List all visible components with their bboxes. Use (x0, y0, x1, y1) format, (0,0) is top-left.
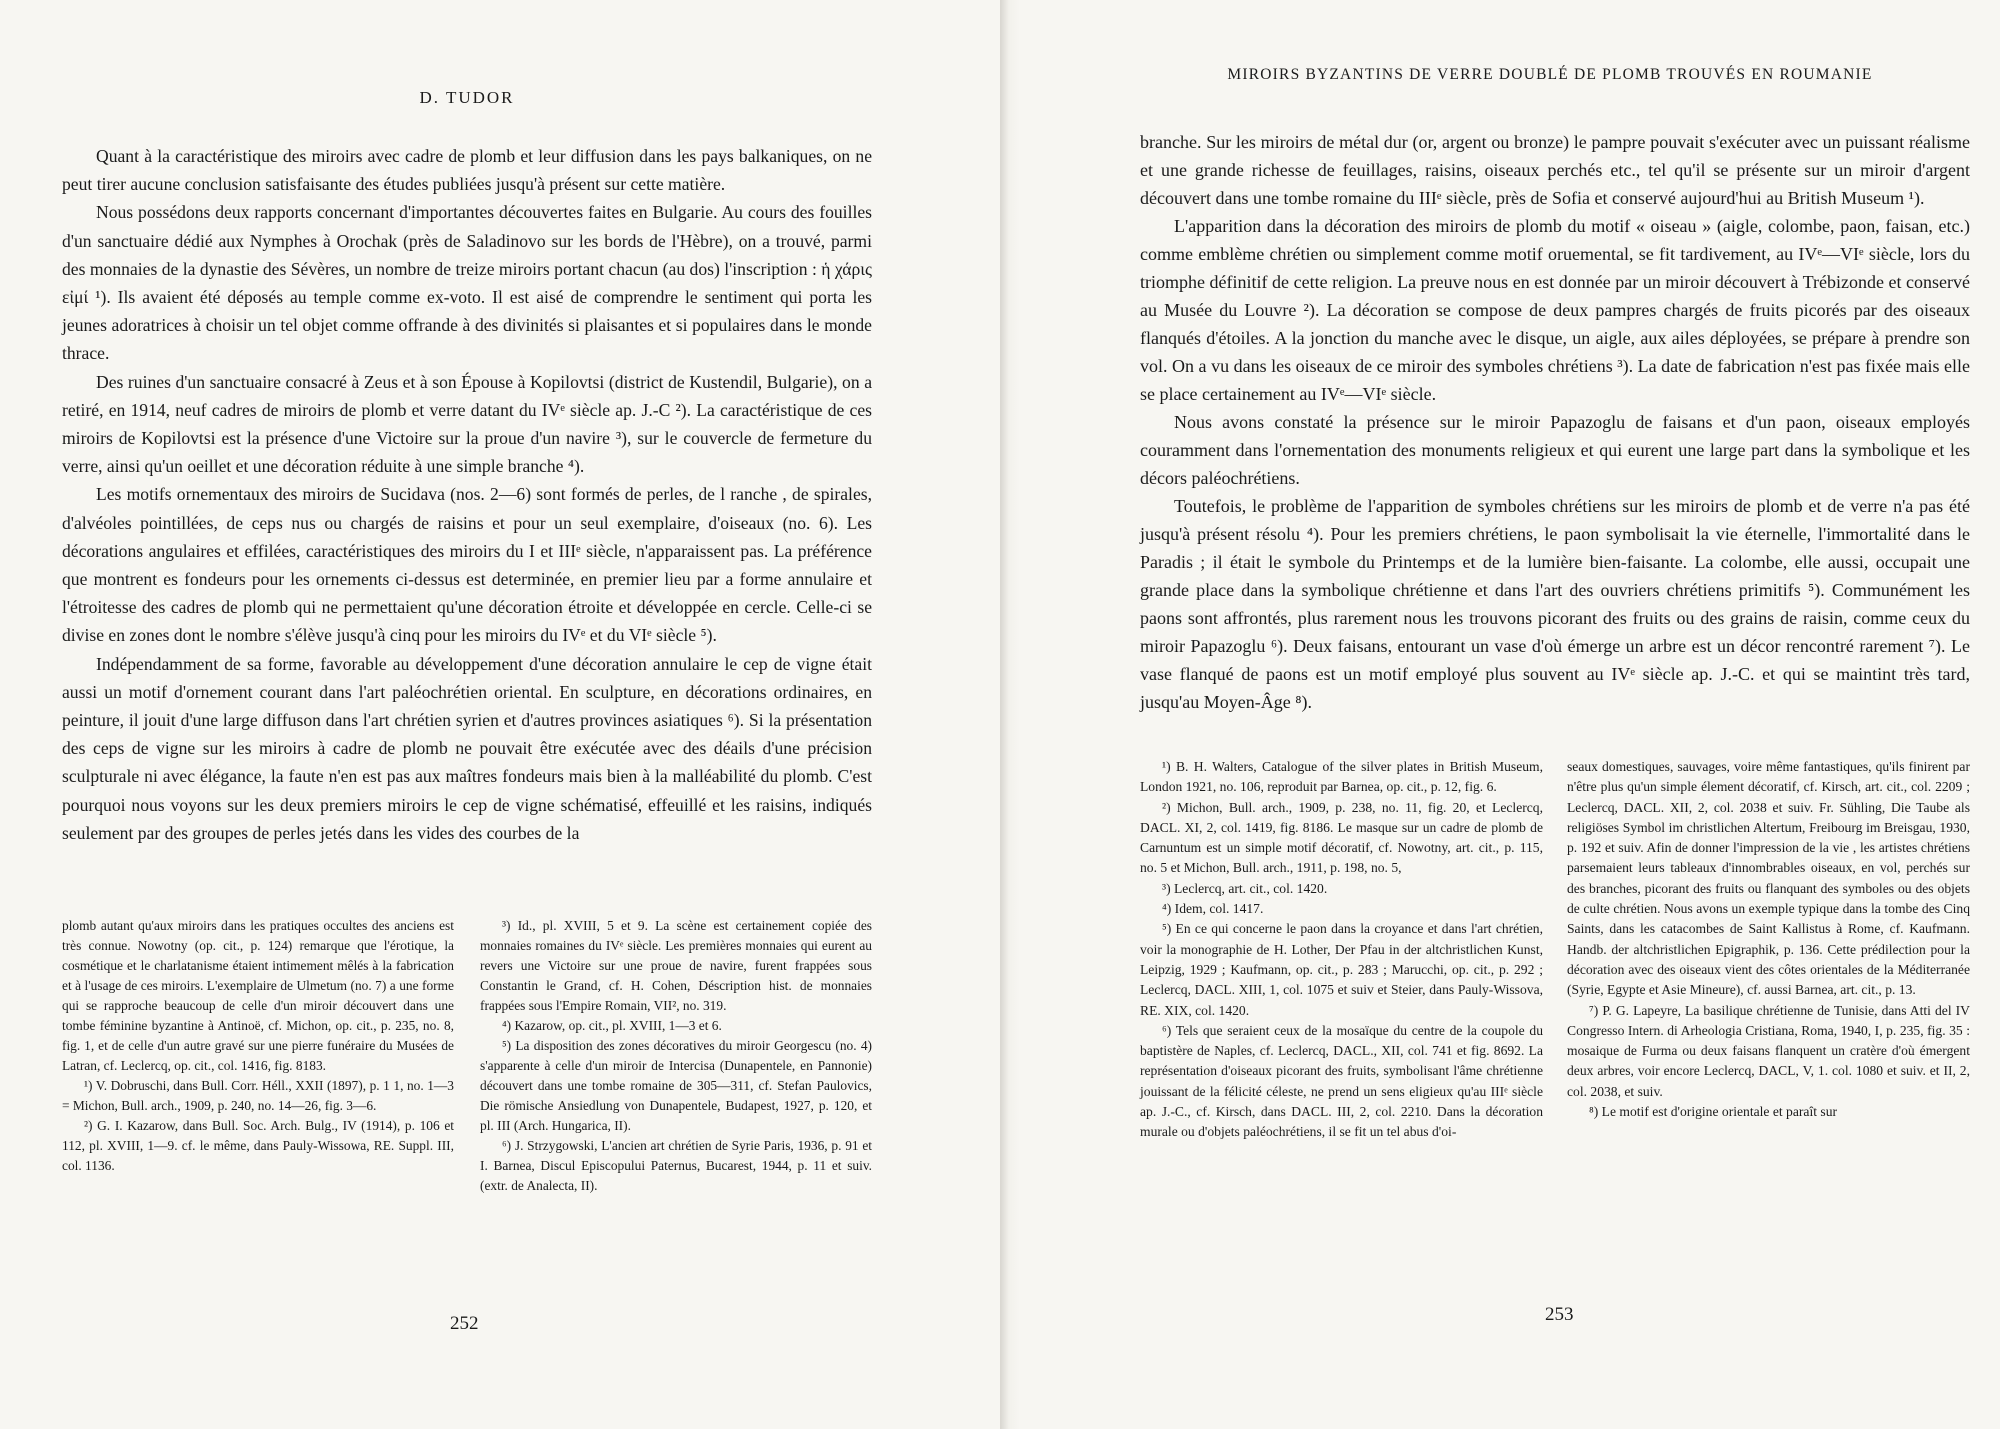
footnote: ¹) V. Dobruschi, dans Bull. Corr. Héll., XXII (1897), p. 1 1, no. 1—3 = Michon, Bull. arch., 1909, p. 240, no. 14—26, fig. 3—6. (62, 1078, 454, 1113)
footnotes (1140, 757, 1970, 1143)
main-text (1140, 128, 1970, 716)
paragraph: Les motifs ornementaux des miroirs de Sucidava (nos. 2—6) sont formés de perles, de l ranche , de spirales, d'alvéoles pointillées, de ceps nus ou chargés de raisins et pour un seul exemplaire, d'oiseaux (no. 6). Les décorations angulaires et effilées, caractéristiques des miroirs du I et IIIᵉ siècle, n'apparaissent pas. La préférence que montrent es fondeurs pour les ornements ci-dessus est determinée, en premier lieu par a forme annulaire et l'étroitesse des cadres de plomb qui ne permettaient qu'une décoration étroite et développée en cercle. Celle-ci se divise en zones dont le nombre s'élève jusqu'à cinq pour les miroirs du IVᵉ et du VIᵉ siècle ⁵). (62, 484, 872, 646)
footnote: ³) Leclercq, art. cit., col. 1420. (1162, 880, 1328, 896)
footnote: ²) Michon, Bull. arch., 1909, p. 238, no. 11, fig. 20, et Leclercq, DACL. XI, 2, col. 1419, fig. 8186. Le masque sur un cadre de plomb de Carnuntum est un simple motif décoratif, cf. Nowotny, art. cit., p. 115, no. 5 et Michon, Bull. arch., 1911, p. 198, no. 5, (1140, 799, 1543, 876)
running-head: MIROIRS BYZANTINS DE VERRE DOUBLÉ DE PLOMB TROUVÉS EN ROUMANIE (1227, 66, 1873, 83)
paragraph: Indépendamment de sa forme, favorable au développement d'une décoration annulaire le cep de vigne était aussi un motif d'ornement courant dans l'art paléochrétien oriental. En sculpture, en décorations ordinaires, en peinture, il jouit d'une large diffuson dans l'art chrétien syrien et d'autres provinces asiatiques ⁶). Si la présentation des ceps de vigne sur les miroirs à cadre de plomb ne pouvait être exécutée avec des déails d'une précision sculpturale ni avec élégance, la faute n'en est pas aux maîtres fondeurs mais bien à la malléabilité du plomb. C'est pourquoi nous voyons sur les deux premiers miroirs le cep de vigne schématisé, effeuillé et les raisins, indiqués seulement par des groupes de perles jetés dans les vides des courbes de la (62, 653, 872, 843)
paragraph: Des ruines d'un sanctuaire consacré à Zeus et à son Épouse à Kopilovtsi (district de Kustendil, Bulgarie), on a retiré, en 1914, neuf cadres de miroirs de plomb et verre datant du IVᵉ siècle ap. J.-C ²). La caractéristique de ces miroirs de Kopilovtsi est la présence d'une Victoire sur la proue d'un navire ³), sur le couvercle de fermeture du verre, ainsi qu'un oeillet et une décoration réduite à une simple branche ⁴). (62, 371, 872, 477)
footnote-column-2 (1567, 757, 1970, 1143)
page-number: 252 (450, 1313, 479, 1334)
running-head: D. TUDOR (419, 88, 515, 107)
paragraph: L'apparition dans la décoration des miroirs de plomb du motif « oiseau » (aigle, colombe, paon, faisan, etc.) comme emblème chrétien ou simplement comme motif oruemental, se fit tardivement, au IVᵉ—VIᵉ siècle, lors du triomphe définitif de cette religion. La preuve nous en est donnée par un miroir découvert à Trébizonde et conservé au Musée du Louvre ²). La décoration se compose de deux pampres chargés de fruits picorés par des oiseaux flanqués d'étoiles. A la jonction du manche avec le disque, un aigle, aux ailes déployées, se prépare à prendre son vol. On a vu dans les oiseaux de ce miroir des symboles chrétiens ³). La date de fabrication n'est pas fixée mais elle se place certainement au IVᵉ—VIᵉ siècle. (1140, 216, 1970, 404)
footnote: ⁴) Kazarow, op. cit., pl. XVIII, 1—3 et 6. (502, 1018, 722, 1033)
paragraph: Nous avons constaté la présence sur le miroir Papazoglu de faisans et d'un paon, oiseaux employés couramment dans l'ornementation des monuments religieux et qui eurent une large part dans la symbolique et les décors paléochrétiens. (1140, 412, 1970, 488)
paragraph: Nous possédons deux rapports concernant d'importantes découvertes faites en Bulgarie. Au cours des fouilles d'un sanctuaire dédié aux Nymphes à Orochak (près de Saladinovo sur les bords de l'Hèbre), on a trouvé, parmi des monnaies de la dynastie des Sévères, un nombre de treize miroirs portant chacun (au dos) l'inscription : ἡ χάρις εἰμί ¹). Ils avaient été déposés au temple comme ex-voto. Il est aisé de comprendre le sentiment qui porta les jeunes adoratrices à choisir un tel objet comme offrande à des divinités si plaisantes et si populaires dans le monde thrace. (62, 202, 872, 364)
footnote: ⁴) Idem, col. 1417. (1162, 901, 1264, 917)
footnote: plomb autant qu'aux miroirs dans les pratiques occultes des anciens est très connue. Nowotny (op. cit., p. 124) remarque que l'érotique, la cosmétique et le charlatanisme étaient intimement mêlés à la fabrication et à l'usage de ces miroirs. L'exemplaire de Ulmetum (no. 7) a une forme qui se rapproche beaucoup de celle d'un miroir découvert dans une tombe féminine byzantine à Antinoë, cf. Michon, op. cit., p. 235, no. 8, fig. 1, et de celle d'un autre gravé sur une pierre funéraire du Musées de Latran, cf. Leclercq, op. cit., col. 1416, fig. 8183. (62, 918, 454, 1073)
main-text (62, 142, 872, 847)
footnote: ⁶) J. Strzygowski, L'ancien art chrétien de Syrie Paris, 1936, p. 91 et I. Barnea, Discul Episcopului Paternus, Bucarest, 1944, p. 11 et suiv. (extr. de Analecta, II). (480, 1138, 872, 1193)
footnotes (62, 916, 872, 1196)
paragraph: branche. Sur les miroirs de métal dur (or, argent ou bronze) le pampre pouvait s'exécuter avec un puissant réalisme et une grande richesse de feuillages, raisins, oiseaux perchés etc., tel qu'il se présente sur un miroir d'argent découvert dans une tombe romaine du IIIᵉ siècle, près de Sofia et conservé aujourd'hui au British Museum ¹). (1140, 132, 1970, 208)
footnote: ²) G. I. Kazarow, dans Bull. Soc. Arch. Bulg., IV (1914), p. 106 et 112, pl. XVIII, 1—9. cf. le même, dans Pauly-Wissowa, RE. Suppl. III, col. 1136. (62, 1118, 454, 1173)
footnote: ⁷) P. G. Lapeyre, La basilique chrétienne de Tunisie, dans Atti del IV Congresso Intern. di Arheologia Cristiana, Roma, 1940, I, p. 235, fig. 35 : mosaique de Furma ou deux faisans flanquent un cratère d'où émergent deux arbres, voir encore Leclercq, DACL, V, 1. col. 1080 et suiv. et II, 2, col. 2038, et suiv. (1567, 1002, 1970, 1099)
paragraph: Toutefois, le problème de l'apparition de symboles chrétiens sur les miroirs de plomb et de verre n'a pas été jusqu'à présent résolu ⁴). Pour les premiers chrétiens, le paon symbolisait la vie éternelle, l'immortalité dans le Paradis ; il était le symbole du Printemps et de la lumière bien-faisante. La colombe, elle aussi, occupait une grande place dans la symbolique chrétienne et dans l'art des ouvriers chrétiens primitifs ⁵). Communément les paons sont affrontés, plus rarement nous les trouvons picorant des fruits ou des grains de raisin, comme ceux du miroir Papazoglu ⁶). Deux faisans, entourant un vase d'où émerge un arbre est un décor rencontré rarement ⁷). Le vase flanqué de paons est un motif employé plus souvent au IVᵉ siècle ap. J.-C. et qui se maintint très tard, jusqu'au Moyen-Âge ⁸). (1140, 496, 1970, 712)
footnote-column-1 (1140, 757, 1543, 1143)
page-number: 253 (1545, 1304, 1574, 1325)
right-page (1010, 0, 2000, 1429)
footnote: ⁵) La disposition des zones décoratives du miroir Georgescu (no. 4) s'apparente à celle d'un miroir de Intercisa (Dunapentele, en Pannonie) découvert dans une tombe romaine de 305—311, cf. Stefan Paulovics, Die römische Ansiedlung von Dunapentele, Budapest, 1927, p. 120, et pl. III (Arch. Hungarica, II). (480, 1038, 872, 1133)
footnote: ¹) B. H. Walters, Catalogue of the silver plates in British Museum, London 1921, no. 106, reproduit par Barnea, op. cit., p. 12, fig. 6. (1140, 759, 1543, 795)
footnote: ⁸) Le motif est d'origine orientale et paraît sur (1589, 1104, 1838, 1120)
footnote: ⁵) En ce qui concerne le paon dans la croyance et dans l'art chrétien, voir la monographie de H. Lother, Der Pfau in der altchristlichen Kunst, Leipzig, 1929 ; Kaufmann, op. cit., p. 283 ; Marucchi, op. cit., p. 292 ; Leclercq, DACL. XIII, 1, col. 1075 et suiv et Steier, dans Pauly-Wissova, RE. XIX, col. 1420. (1140, 921, 1543, 1018)
footnote: seaux domestiques, sauvages, voire même fantastiques, qu'ils finirent par n'être plus qu'un simple élement décoratif, cf. Kirsch, art. cit., col. 2209 ; Leclercq, DACL. XII, 2, col. 2038 et suiv. Fr. Sühling, Die Taube als religiöses Symbol im christlichen Altertum, Freibourg im Breisgau, 1930, p. 192 et suiv. Afin de donner l'impression de la vie , les artistes chrétiens parsemaient leurs tableaux d'innombrables oiseaux, en vol, perchés sur des branches, picorant des fruits ou flanquant des symboles ou des objets de culte chrétien. Nous avons un exemple typique dans la tombe des Cinq Saints, dans les catacombes de Saint Kallistus à Rome, cf. Kaufmann. Handb. der altchristlichen Epigraphik, p. 136. Cette prédilection pour la décoration avec des oiseaux vient des côtes orientales de la Méditerranée (Syrie, Egypte et Asie Mineure), cf. aussi Barnea, art. cit., p. 13. (1567, 759, 1970, 998)
footnote-column-2 (480, 916, 872, 1196)
footnote: ³) Id., pl. XVIII, 5 et 9. La scène est certainement copiée des monnaies romaines du IVᵉ siècle. Les premières monnaies qui eurent au revers une Victoire sur une proue de navire, furent frappées sous Constantin le Grand, cf. H. Cohen, Déscription hist. de monnaies frappées sous l'Empire Romain, VII², no. 319. (480, 918, 872, 1013)
paragraph: Quant à la caractéristique des miroirs avec cadre de plomb et leur diffusion dans les pays balkaniques, on ne peut tirer aucune conclusion satisfaisante des études publiées jusqu'à présent sur cette matière. (62, 146, 872, 195)
footnote: ⁶) Tels que seraient ceux de la mosaïque du centre de la coupole du baptistère de Naples, cf. Leclercq, DACL., XII, col. 741 et fig. 8692. La représentation d'oiseaux picorant des fruits, symbolisant l'âme chrétienne jouissant de la félicité céleste, ne prend un sens eligieux qu'au IIIᵉ siècle ap. J.-C., cf. Kirsch, dans DACL. III, 2, col. 2210. Dans la décoration murale ou d'objets paléochrétiens, il se fit un tel abus d'oi- (1140, 1022, 1543, 1140)
footnote-column-1 (62, 916, 454, 1196)
